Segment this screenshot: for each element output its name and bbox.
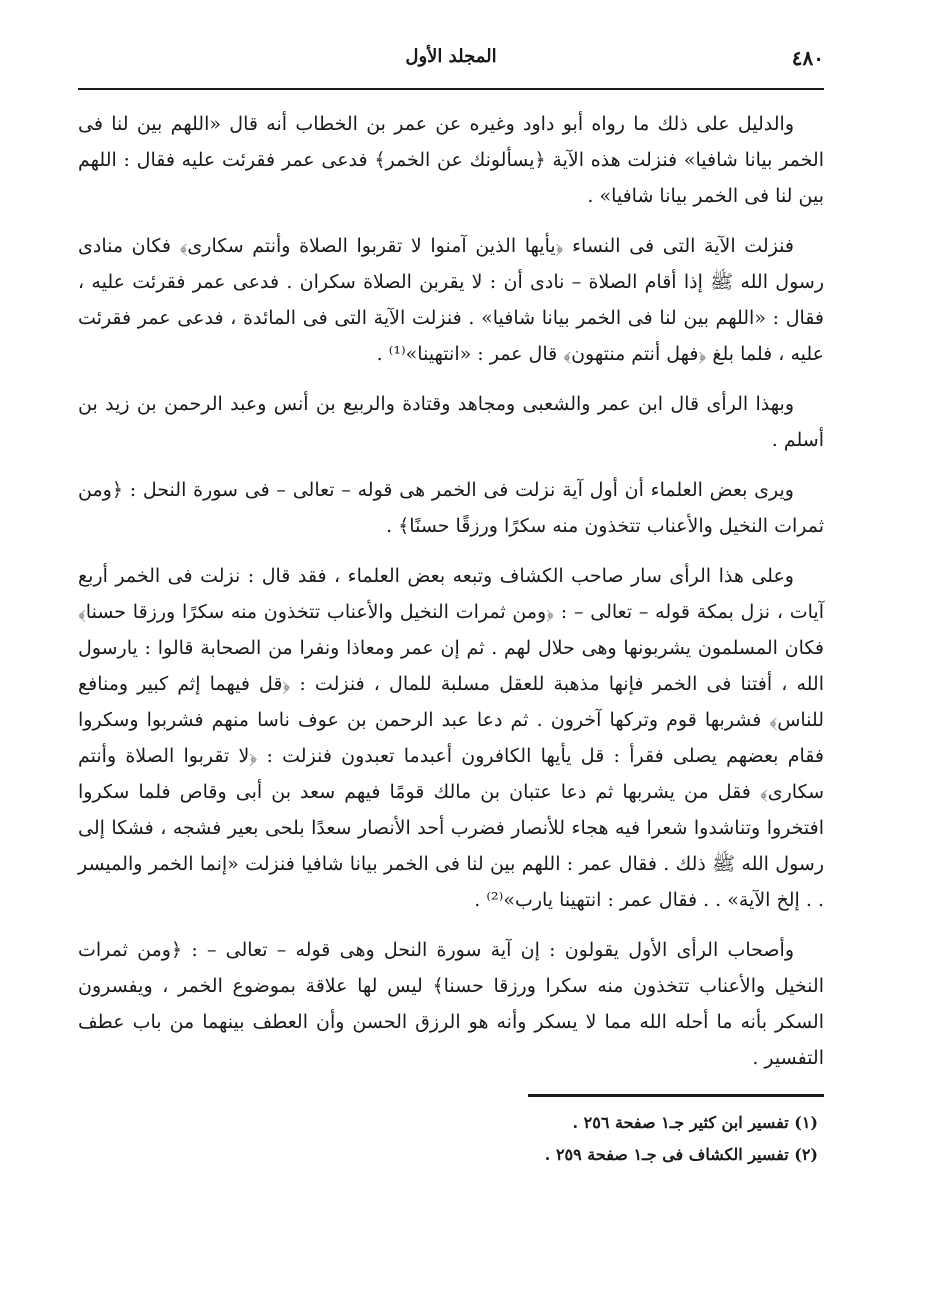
book-page xyxy=(78,40,824,1280)
paragraph: وبهذا الرأى قال ابن عمر والشعبى ومجاهد وقتادة والربيع بن أنس وعبد الرحمن بن زيد بن أسلم . xyxy=(78,393,824,451)
paragraph: والدليل على ذلك ما رواه أبو داود وغيره عن عمر بن الخطاب أنه قال «اللهم بين لنا فى الخمر بيانا شافيا» فنزلت هذه الآية ﴿يسألونك عن الخمر﴾ فدعى عمر فقرئت عليه فقال : اللهم بين لنا فى الخمر بيانا شافيا» . xyxy=(78,113,824,207)
paragraph: ويرى بعض العلماء أن أول آية نزلت فى الخمر هى قوله – تعالى – فى سورة النحل : ﴿ومن ثمرات النخيل والأعناب تتخذون منه سكرًا ورزقًا حسنًا﴾ . xyxy=(78,479,824,537)
paragraph: وأصحاب الرأى الأول يقولون : إن آية سورة النحل وهى قوله – تعالى – : ﴿ومن ثمرات النخيل والأعناب تتخذون منه سكرا ورزقا حسنا﴾ ليس لها علاقة بموضوع الخمر ، ويفسرون السكر بأنه ما أحله الله مما لا يسكر وأنه هو الرزق الحسن وأن العطف بينهما من باب عطف التفسير . xyxy=(78,939,824,1069)
paragraph: وعلى هذا الرأى سار صاحب الكشاف وتبعه بعض العلماء ، فقد قال : نزلت فى الخمر أربع آيات ، نزل بمكة قوله – تعالى – : ﴿ومن ثمرات النخيل والأعناب تتخذون منه سكرًا ورزقا حسنا﴾ فكان المسلمون يشربونها وهى حلال لهم . ثم إن عمر ومعاذا ونفرا من الصحابة قالوا : يارسول الله ، أفتنا فى الخمر فإنها مذهبة للعقل مسلبة للمال ، فنزلت : ﴿قل فيهما إثم كبير ومنافع للناس﴾ فشربها قوم وتركها آخرون . ثم دعا عبد الرحمن بن عوف ناسا منهم فشربوا وسكروا فقام بعضهم يصلى فقرأ : قل يأيها الكافرون أعبدما تعبدون فنزلت : ﴿لا تقربوا الصلاة وأنتم سكارى﴾ فقل من يشربها ثم دعا عتبان بن مالك قومًا فيهم سعد بن أبى وقاص فلما سكروا افتخروا وتناشدوا شعرا فيه هجاء للأنصار فضرب أحد الأنصار سعدًا بلحى بعير فشجه ، فشكا إلى رسول الله ﷺ ذلك . فقال عمر : اللهم بين لنا فى الخمر بيانا شافيا فنزلت «إنما الخمر والميسر . . إلخ الآية» . . فقال عمر : انتهينا يارب»⁽²⁾ . xyxy=(78,565,825,911)
footnotes xyxy=(78,1107,824,1171)
page-header xyxy=(78,40,824,90)
paragraph: فنزلت الآية التى فى النساء ﴿يأيها الذين آمنوا لا تقربوا الصلاة وأنتم سكارى﴾ فكان منادى رسول الله ﷺ إذا أقام الصلاة – نادى أن : لا يقربن الصلاة سكران . فدعى عمر فقرئت عليه ، فقال : «اللهم بين لنا فى الخمر بيانا شافيا» . فنزلت الآية التى فى المائدة ، فدعى عمر فقرئت عليه ، فلما بلغ ﴿فهل أنتم منتهون﴾ قال عمر : «انتهينا»⁽¹⁾ . xyxy=(78,235,824,365)
running-title: المجلد الأول xyxy=(405,46,497,67)
page-number: ٤٨٠ xyxy=(791,46,824,70)
footnote-divider xyxy=(528,1094,824,1097)
body-text xyxy=(78,106,824,1076)
footnote: (٢) تفسير الكشاف فى جـ١ صفحة ٢٥٩ . xyxy=(544,1145,818,1164)
footnote: (١) تفسير ابن كثير جـ١ صفحة ٢٥٦ . xyxy=(572,1113,818,1132)
